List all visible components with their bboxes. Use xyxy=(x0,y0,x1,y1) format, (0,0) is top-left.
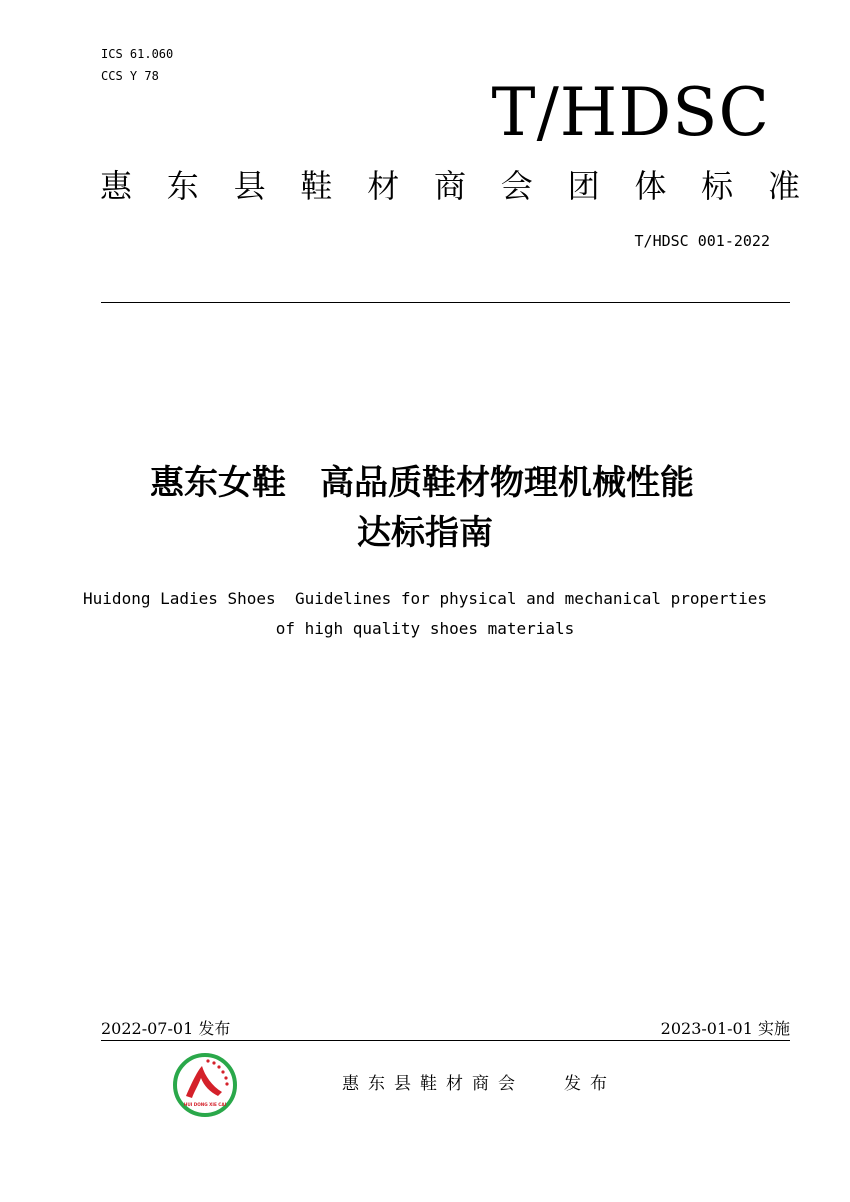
title-english xyxy=(40,584,810,644)
issuer-name: 惠东县鞋材商会 xyxy=(342,1074,524,1094)
issuer-line xyxy=(342,1072,616,1096)
standard-number: T/HDSC 001-2022 xyxy=(634,232,770,250)
title-en-line1: Huidong Ladies Shoes Guidelines for physical and mechanical properties xyxy=(83,589,767,608)
title-chinese xyxy=(0,458,850,558)
effective-date: 2023-01-01 实施 xyxy=(660,1019,790,1038)
org-standard-name xyxy=(100,164,800,208)
top-divider xyxy=(101,302,790,303)
ccs-code: CCS Y 78 xyxy=(101,69,159,83)
ics-code: ICS 61.060 xyxy=(101,47,174,61)
org-name-char: 体 xyxy=(634,167,667,205)
shoe-shape xyxy=(186,1066,222,1098)
title-en-line2: of high quality shoes materials xyxy=(275,619,575,638)
org-name-char: 会 xyxy=(500,167,533,205)
org-code: T/HDSC xyxy=(491,74,770,151)
title-cn-line2: 达标指南 xyxy=(357,513,493,553)
issued-label: 发布 xyxy=(564,1074,616,1094)
publish-date: 2022-07-01 发布 xyxy=(101,1019,231,1038)
org-name-char: 商 xyxy=(433,167,466,205)
org-name-char: 鞋 xyxy=(300,167,333,205)
org-name-char: 团 xyxy=(567,167,600,205)
logo-text: HUI DONG XIE CAI xyxy=(183,1102,227,1107)
org-name-char: 东 xyxy=(166,167,199,205)
title-cn-line1: 惠东女鞋 高品质鞋材物理机械性能 xyxy=(150,463,694,503)
classification-codes xyxy=(101,43,173,87)
org-name-char: 县 xyxy=(233,167,266,205)
bottom-divider xyxy=(101,1040,790,1041)
association-logo xyxy=(172,1052,238,1118)
org-name-char: 惠 xyxy=(100,167,133,205)
org-name-char: 材 xyxy=(367,167,400,205)
org-name-char: 标 xyxy=(701,167,734,205)
org-name-char: 准 xyxy=(767,167,800,205)
